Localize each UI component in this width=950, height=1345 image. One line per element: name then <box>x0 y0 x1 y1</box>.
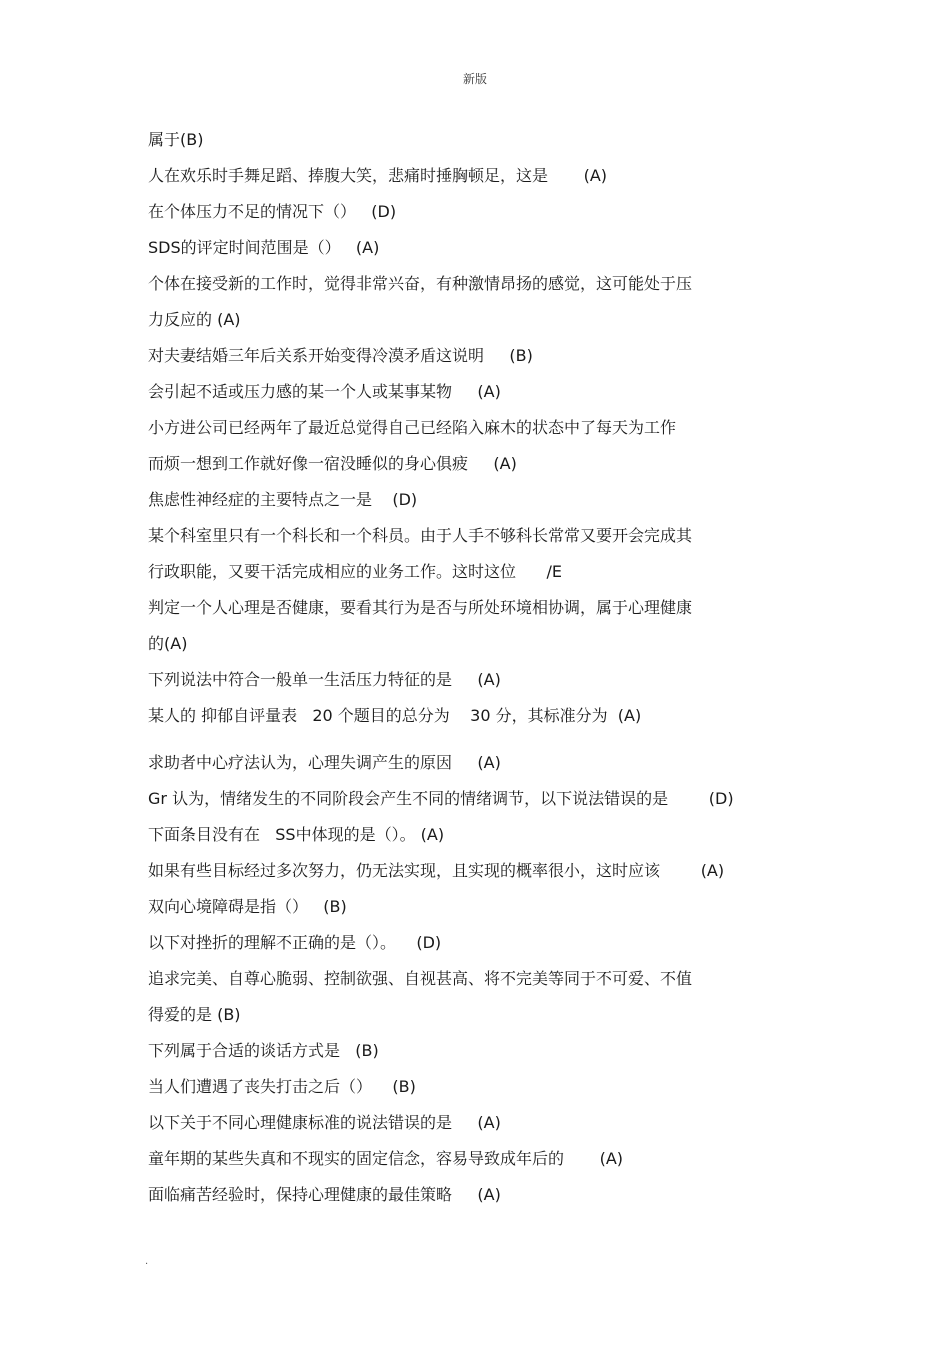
text-line: 以下关于不同心理健康标准的说法错误的是 (A) <box>148 1113 501 1132</box>
text-line: 以下对挫折的理解不正确的是（）。 (D) <box>148 933 442 952</box>
text-line: 双向心境障碍是指（） (B) <box>148 897 347 916</box>
text-line: 行政职能，又要干活完成相应的业务工作。这时这位 /E <box>148 562 563 581</box>
text-line: 个体在接受新的工作时，觉得非常兴奋，有种激情昂扬的感觉，这可能处于压 <box>148 274 693 293</box>
text-line: 得爱的是 (B) <box>148 1005 241 1024</box>
text-line: 童年期的某些失真和不现实的固定信念，容易导致成年后的 (A) <box>148 1149 624 1168</box>
footer-mark: . <box>145 1256 149 1267</box>
text-line: 面临痛苦经验时，保持心理健康的最佳策略 (A) <box>148 1185 501 1204</box>
text-line: 在个体压力不足的情况下（） (D) <box>148 202 397 221</box>
text-line: 追求完美、自尊心脆弱、控制欲强、自视甚高、将不完美等同于不可爱、不值 <box>148 969 693 988</box>
page-header: 新版 <box>462 72 487 86</box>
text-line: 对夫妻结婚三年后关系开始变得冷漠矛盾这说明 (B) <box>148 346 533 365</box>
text-line: 的(A) <box>148 634 188 653</box>
document-body <box>148 126 848 1217</box>
text-line: 下面条目没有在 SS中体现的是（）。 (A) <box>148 825 445 844</box>
text-line: 判定一个人心理是否健康，要看其行为是否与所处环境相协调，属于心理健康 <box>148 598 693 617</box>
text-line: 如果有些目标经过多次努力，仍无法实现，且实现的概率很小，这时应该 (A) <box>148 861 725 880</box>
text-line: 当人们遭遇了丧失打击之后（） (B) <box>148 1077 416 1096</box>
text-line: 而烦一想到工作就好像一宿没睡似的身心俱疲 (A) <box>148 454 517 473</box>
text-line: 人在欢乐时手舞足蹈、捧腹大笑，悲痛时捶胸顿足，这是 (A) <box>148 166 608 185</box>
text-line: SDS的评定时间范围是（） (A) <box>148 238 380 257</box>
text-line: Gr 认为，情绪发生的不同阶段会产生不同的情绪调节，以下说法错误的是 (D) <box>148 789 734 808</box>
text-line: 下列属于合适的谈话方式是 (B) <box>148 1041 379 1060</box>
text-line: 力反应的 (A) <box>148 310 241 329</box>
text-line: 某个科室里只有一个科长和一个科员。由于人手不够科长常常又要开会完成其 <box>148 526 693 545</box>
text-line: 某人的 抑郁自评量表 20 个题目的总分为 30 分，其标准分为 (A) <box>148 706 642 725</box>
text-line: 属于(B) <box>148 130 204 149</box>
text-line: 会引起不适或压力感的某一个人或某事某物 (A) <box>148 382 501 401</box>
text-line: 下列说法中符合一般单一生活压力特征的是 (A) <box>148 670 501 689</box>
text-line: 焦虑性神经症的主要特点之一是 (D) <box>148 490 418 509</box>
text-line: 小方进公司已经两年了最近总觉得自己已经陷入麻木的状态中了每天为工作 <box>148 418 677 437</box>
text-line: 求助者中心疗法认为，心理失调产生的原因 (A) <box>148 753 501 772</box>
